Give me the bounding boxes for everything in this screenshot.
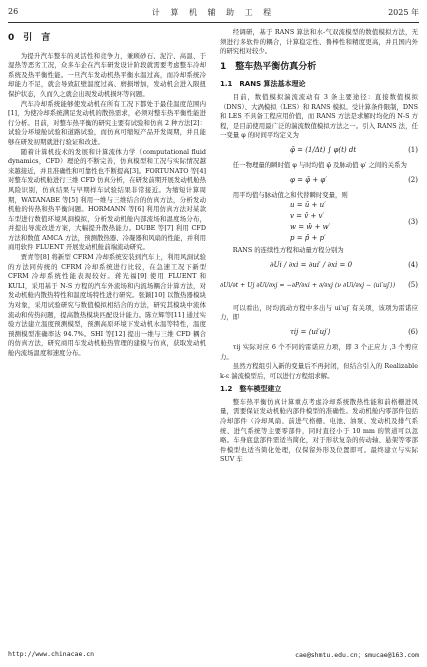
page-header	[8, 6, 419, 20]
equation-5	[220, 276, 418, 304]
equation-4	[220, 256, 418, 276]
subsection-title-rans: 1.1 RANS 算法基本理论	[220, 80, 306, 89]
section-title-introduction: 0 引 言	[8, 33, 51, 43]
equation-number: (3)	[408, 218, 418, 227]
paragraph: RANS 的连续性方程和动量方程分别为	[232, 246, 344, 255]
equation-number: (6)	[408, 327, 418, 336]
paragraph: 为提升汽车整车的灵活性和竞争力，兼顾砂石、泥泞、高温、于湿热等恶劣工况，众多车企在汽车研发设计阶段就需要考虑整车冷却系统及热平衡性能。一旦汽车发动机热平衡水温过高，而冷却系统冷却能力不足，就会导致缸壁温度过高、磨损增加，发动机会进入限扭保护状态，久而久之就会出现发动机损坏等问题。	[8, 51, 206, 98]
equation-line: w = w̄ + w′	[290, 223, 331, 232]
equation-3	[220, 200, 418, 246]
equation-body: ∂Ui/∂t + Uj ∂Ui/∂xj = −∂P/∂xi + ∂/∂xj (ν ∂Ui/∂xj − ⟨ui′uj′⟩)	[220, 281, 396, 289]
equation-number: (4)	[408, 260, 418, 269]
paragraph: 经调研，基于 RANS 算法和水-气双流模型的数值模拟方法，无须进行多软件的耦合，计算稳定性、鲁棒性和精度更高，并且国内外的研究相对较少。	[220, 28, 418, 56]
equation-line: p = p̄ + p′	[290, 234, 326, 243]
equation-body: τij = ⟨ui′uj′⟩	[290, 327, 331, 336]
paragraph: τij 实际对应 6 个不同的雷诺应力项，即 3 个正应力 ,3 个剪应力。	[220, 342, 418, 361]
equation-body: ∂Ui / ∂xi = ∂ui′ / ∂xi = 0	[270, 260, 353, 269]
equation-line: u = ū + u′	[290, 201, 326, 210]
left-column	[8, 28, 206, 359]
equation-body: φ = φ̄ + φ′	[290, 175, 327, 184]
paragraph: 虽然方程组引入新的变量后不再封闭，但结合引入的 Realizable k-ε 湍流模型后，可以进行方程组求解。	[220, 362, 418, 380]
equation-6	[220, 323, 418, 343]
section-title-simulation: 1 整车热平衡仿真分析	[220, 61, 317, 72]
equation-2	[220, 171, 418, 191]
paragraph: 目前，数值模拟湍流流动有 3 条主要途径：直接数值模拟（DNS）、大涡模拟（LES）和 RANS 模拟。受计算条件限制，DNS 和 LES 不具备工程应用价值，而 RANS 方法是求解时均化的 N-S 方程，是目前使用最广泛的湍流数值模拟方法之一。引入 RANS 法，任一变量 φ 的时间平均定义为	[220, 92, 418, 140]
paragraph: 用平均值与脉动值之和代替瞬时变量，则	[232, 190, 348, 199]
paragraph: 任一物理量的瞬时值 φ 与时均值 φ̄ 及脉动值 φ′ 之间的关系为	[232, 160, 407, 169]
paragraph: 汽车冷却系统能够使发动机在所有工况下都处于最佳温度范围内[1]，为使冷却系统满足发动机的散热需求，必须对整车热平衡性能进行分析。目前，对整车热平衡的研究主要有试验和仿真 2 种方法[2]：试验分环境舱试验和道路试验，而仿真可缩短产品开发周期，并且能够在研发初期就进行验证和改进。	[8, 99, 206, 146]
equation-body: φ̄ = (1/Δt) ∫ φ(t) dt	[290, 145, 357, 154]
journal-title: 计 算 机 辅 助 工 程	[151, 8, 276, 17]
footer-email[interactable]: cae@shmtu.edu.cn；smucae@163.com	[295, 651, 419, 659]
equation-number: (5)	[408, 280, 418, 289]
subsection-title-model: 1.2 整车模型建立	[220, 385, 282, 394]
equation-number: (2)	[408, 175, 418, 184]
footer-website[interactable]: http://www.chinacae.cn	[8, 650, 95, 658]
right-column	[220, 28, 418, 465]
equation-1	[220, 141, 418, 161]
paragraph: 可以看出，时均流动方程中多出与 ui′uj′ 有关项，该项为雷诺应力，即	[220, 303, 418, 322]
paragraph: 贾青等[8] 将新型 CFRM 冷却系统安装到汽车上，利用风洞试验的方法同传统的 CFRM 冷却系统进行比较，在急速工况下新型 CFRM 冷却系统性能表现较好。蒋光福[9] 使用 FLUENT 和 KULI，采用基于 N-S 方程的汽车外流场和内流场耦合计算方法，对发动机舱内散热特性和温度场特性进行研究。张颖[10] 以散热器模块为对象，采用试验研究与数值模拟相结合的方法，研究其模块中流体流动和传热问题，提高散热模块匹配设计能力。陈立辉等[11] 通过实验方法建立温度预测模型，预测高原环境下发动机水温等特性，温度预测模型准确率达 94.7%。SHI 等[12] 提出一维与三维 CFD 耦合的仿真方法，研究商用车发动机舱热管理的建模与仿真，获取发动机舱内流场温度和速度分布。	[8, 253, 206, 357]
paragraph: 随着计算机技术的发展和计算流体力学（computational fluid dynamics，CFD）理论的不断完善，仿真模型和工况与实际情况越来越接近，并且准确性和可靠性也不断提高[3]。FORTUNATO 等[4] 对整车发动机舱进行三维 CFD 仿真分析，在研发前期开展发动机舱热风险识别，仿真结果与早期样车试验结果非常接近。为缩短计算周期，WATANABE 等[5] 利用一维与三维结合的仿真方法，分析发动机舱的传热和热平衡问题。HORMANN 等[6] 利用仿真方法对某款车型进行数值环境风洞模拟，分析发动机舱内部流场和温度场分布，并提出导流改进方案，大幅提升散热能力。DUBE 等[7] 利用 CFD 方法和数值 AMCA 方法，预测散热器、冷凝器和风扇的性能，并利用商用软件 FLUENT 开展发动机舱前端流动研究。	[8, 147, 206, 252]
equation-line: v = v̄ + v′	[290, 212, 325, 221]
page-number: 26	[8, 7, 19, 16]
header-rule	[8, 22, 419, 23]
year: 2025 年	[388, 8, 419, 17]
equation-number: (1)	[408, 145, 418, 154]
paragraph: 整车热平衡仿真计算重点考虑冷却系统散热性能和前格栅进风量，需要保证发动机舱内部件模型的准确性。发动机舱内零部件包括冷却部件（冷却风扇、前进气格栅、电池、油泵、发动机及排气系统、进气系统等主要零部件，同时直径小于 10 mm 的管道可以忽略。车身底盘部件需适当简化，对于形状复杂的传动轴、悬架等零部件模型也适当简化处理，仅保留外形及位置即可。最终建立与实际 SUV 车	[220, 397, 418, 464]
